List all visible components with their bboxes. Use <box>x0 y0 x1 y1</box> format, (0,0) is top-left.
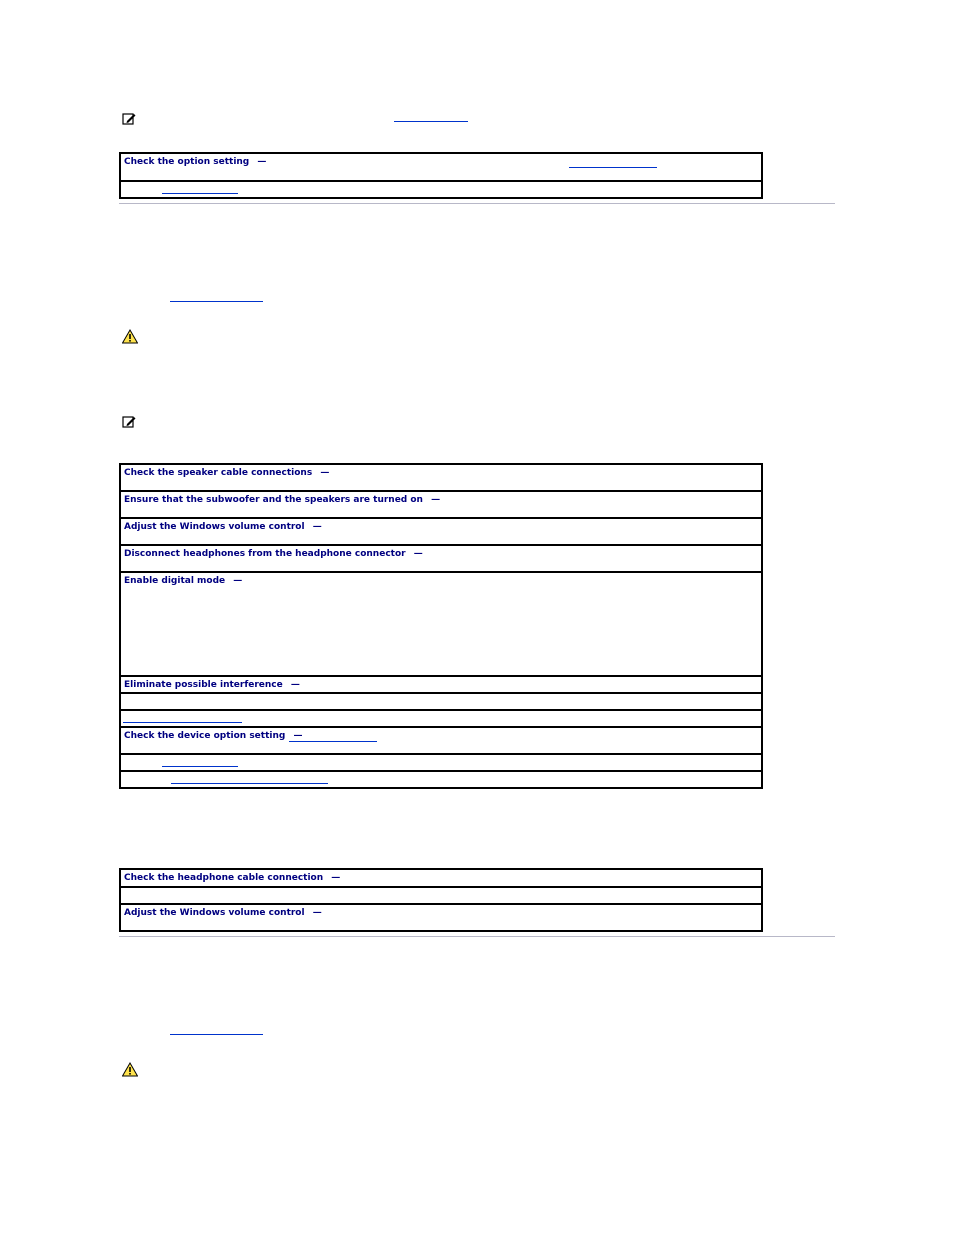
row-dash: — <box>290 680 300 690</box>
row-heading: Check the headphone cable connection <box>124 873 324 883</box>
table-row <box>120 464 762 491</box>
table-row <box>120 693 762 710</box>
row-dash: — <box>233 576 243 586</box>
table-row <box>120 869 762 887</box>
table-row <box>120 754 762 771</box>
table-row-link[interactable] <box>123 713 242 723</box>
headphone-troubleshooting-table <box>119 868 763 932</box>
note-link[interactable] <box>394 112 468 122</box>
row-dash: — <box>431 495 441 505</box>
section-link[interactable] <box>170 1025 263 1035</box>
row-dash: — <box>257 157 267 167</box>
option-setting-link[interactable] <box>569 158 657 168</box>
speaker-troubleshooting-table <box>119 463 763 789</box>
section-divider <box>119 936 835 937</box>
row-heading: Enable digital mode <box>124 576 226 586</box>
row-heading: Ensure that the subwoofer and the speakers are turned on <box>124 495 423 505</box>
section-link[interactable] <box>170 292 263 302</box>
caution-triangle-icon <box>122 329 138 344</box>
row-dash: — <box>413 549 423 559</box>
table-row-link[interactable] <box>171 774 328 784</box>
table-row <box>120 491 762 518</box>
row-dash: — <box>312 908 322 918</box>
row-dash: — <box>312 522 322 532</box>
row-heading: Check the device option setting <box>124 731 286 741</box>
row-dash: — <box>293 731 303 741</box>
table-row <box>120 545 762 572</box>
device-option-setting-link[interactable] <box>289 732 377 742</box>
table-row <box>120 181 762 198</box>
table-row-link[interactable] <box>162 757 238 767</box>
note-pencil-icon <box>122 112 136 126</box>
table-row <box>120 710 762 727</box>
row-dash: — <box>331 873 341 883</box>
row-heading: Adjust the Windows volume control <box>124 522 305 532</box>
note-pencil-icon <box>122 415 136 429</box>
table-row-link[interactable] <box>162 184 238 194</box>
option-setting-table <box>119 152 763 199</box>
row-dash: — <box>320 468 330 478</box>
caution-triangle-icon <box>122 1062 138 1077</box>
table-row <box>120 153 762 181</box>
row-heading: Adjust the Windows volume control <box>124 908 305 918</box>
row-heading: Check the option setting <box>124 157 250 167</box>
table-row <box>120 518 762 545</box>
table-row <box>120 887 762 904</box>
row-heading: Check the speaker cable connections <box>124 468 313 478</box>
table-row <box>120 572 762 676</box>
table-row <box>120 904 762 931</box>
section-divider <box>119 203 835 204</box>
table-row <box>120 676 762 693</box>
table-row <box>120 727 762 754</box>
row-heading: Disconnect headphones from the headphone connector <box>124 549 406 559</box>
table-row <box>120 771 762 788</box>
row-heading: Eliminate possible interference <box>124 680 283 690</box>
